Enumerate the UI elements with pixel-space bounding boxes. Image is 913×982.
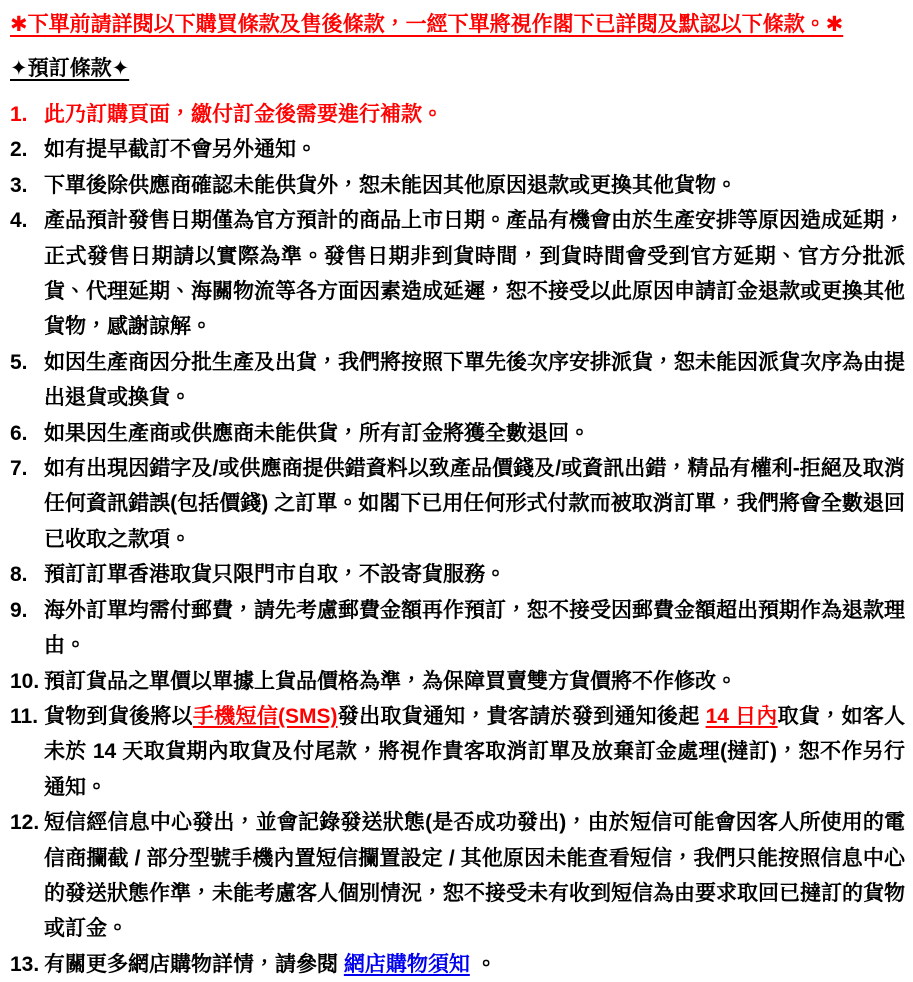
term-text: 如因生產商因分批生產及出貨，我們將按照下單先後次序安排派貨，恕未能因派貨次序為由提出退貨或換貨。: [44, 350, 905, 410]
term-text: 發出取貨通知，貴客請於發到通知後起: [337, 704, 706, 728]
term-text: 產品預計發售日期僅為官方預計的商品上市日期。產品有機會由於生產安排等原因造成延期，正式發售日期請以實際為準。發售日期非到貨時間，到貨時間會受到官方延期、官方分批派貨、代理延期、海關物流等各方面因素造成延遲，恕不接受以此原因申請訂金退款或更換其他貨物，感謝諒解。: [44, 209, 905, 339]
term-number: 4.: [10, 209, 28, 233]
term-number: 10.: [10, 669, 40, 693]
term-text: 如果因生產商或供應商未能供貨，所有訂金將獲全數退回。: [44, 421, 590, 445]
pickup-deadline-highlight: 14 日內: [705, 704, 778, 728]
term-number: 3.: [10, 173, 28, 197]
section-title: ✦預訂條款✦: [10, 57, 130, 80]
term-item-13: [10, 947, 905, 982]
term-number: 9.: [10, 598, 28, 622]
pre-order-notice-header: ✱下單前請詳閱以下購買條款及售後條款，一經下單將視作閣下已詳閱及默認以下條款。✱: [10, 13, 844, 36]
term-text: 海外訂單均需付郵費，請先考慮郵費金額再作預訂，恕不接受因郵費金額超出預期作為退款理由。: [44, 598, 905, 658]
term-item-2: [10, 132, 905, 167]
term-text: 下單後除供應商確認未能供貨外，恕未能因其他原因退款或更換其他貨物。: [44, 173, 737, 197]
term-number: 5.: [10, 350, 28, 374]
term-text: 取貨，如客人未於 14 天取貨期內取貨及付尾款，將視作貴客取消訂單及放棄訂金處理(撻訂)，恕不作另行通知。: [44, 704, 906, 799]
term-text: 此乃訂購頁面，繳付訂金後需要進行補款。: [44, 103, 443, 126]
term-item-8: [10, 557, 905, 592]
term-number: 6.: [10, 421, 28, 445]
term-text: 貨物到貨後將以: [44, 704, 193, 728]
term-number: 2.: [10, 138, 28, 162]
term-number: 12.: [10, 811, 40, 835]
term-number: 11.: [10, 704, 39, 728]
shop-guide-link[interactable]: 網店購物須知: [343, 952, 470, 976]
term-item-10: [10, 664, 905, 699]
term-text: 。: [469, 952, 497, 976]
term-item-9: [10, 593, 905, 664]
term-item-3: [10, 168, 905, 203]
term-item-5: [10, 345, 905, 416]
term-number: 8.: [10, 563, 28, 587]
terms-list: [10, 97, 905, 982]
sms-notice-highlight: 手機短信(SMS): [192, 704, 338, 728]
term-item-6: [10, 416, 905, 451]
term-item-4: [10, 203, 905, 345]
term-item-7: [10, 451, 905, 557]
term-number: 1.: [10, 103, 28, 126]
term-number: 7.: [10, 457, 28, 481]
term-item-11: [10, 699, 905, 805]
term-text: 如有出現因錯字及/或供應商提供錯資料以致產品價錢及/或資訊出錯，精品有權利-拒絕及取消任何資訊錯誤(包括價錢) 之訂單。如閣下已用任何形式付款而被取消訂單，我們將會全數退回已收取之款項。: [44, 457, 905, 551]
term-text: 如有提早截訂不會另外通知。: [44, 138, 317, 162]
term-text: 預訂訂單香港取貨只限門市自取，不設寄貨服務。: [44, 563, 506, 587]
term-text: 有關更多網店購物詳情，請參閱: [44, 952, 344, 976]
term-number: 13.: [10, 952, 40, 976]
term-text: 短信經信息中心發出，並會記錄發送狀態(是否成功發出)，由於短信可能會因客人所使用的電信商攔截 / 部分型號手機內置短信攔置設定 / 其他原因未能查看短信，我們只能按照信息中心的發送狀態作準，未能考慮客人個別情況，恕不接受未有收到短信為由要求取回已撻訂的貨物或訂金。: [44, 811, 905, 941]
term-item-1: [10, 97, 905, 132]
term-item-12: [10, 805, 905, 947]
term-text: 預訂貨品之單價以單據上貨品價格為準，為保障買賣雙方貨價將不作修改。: [44, 669, 737, 693]
